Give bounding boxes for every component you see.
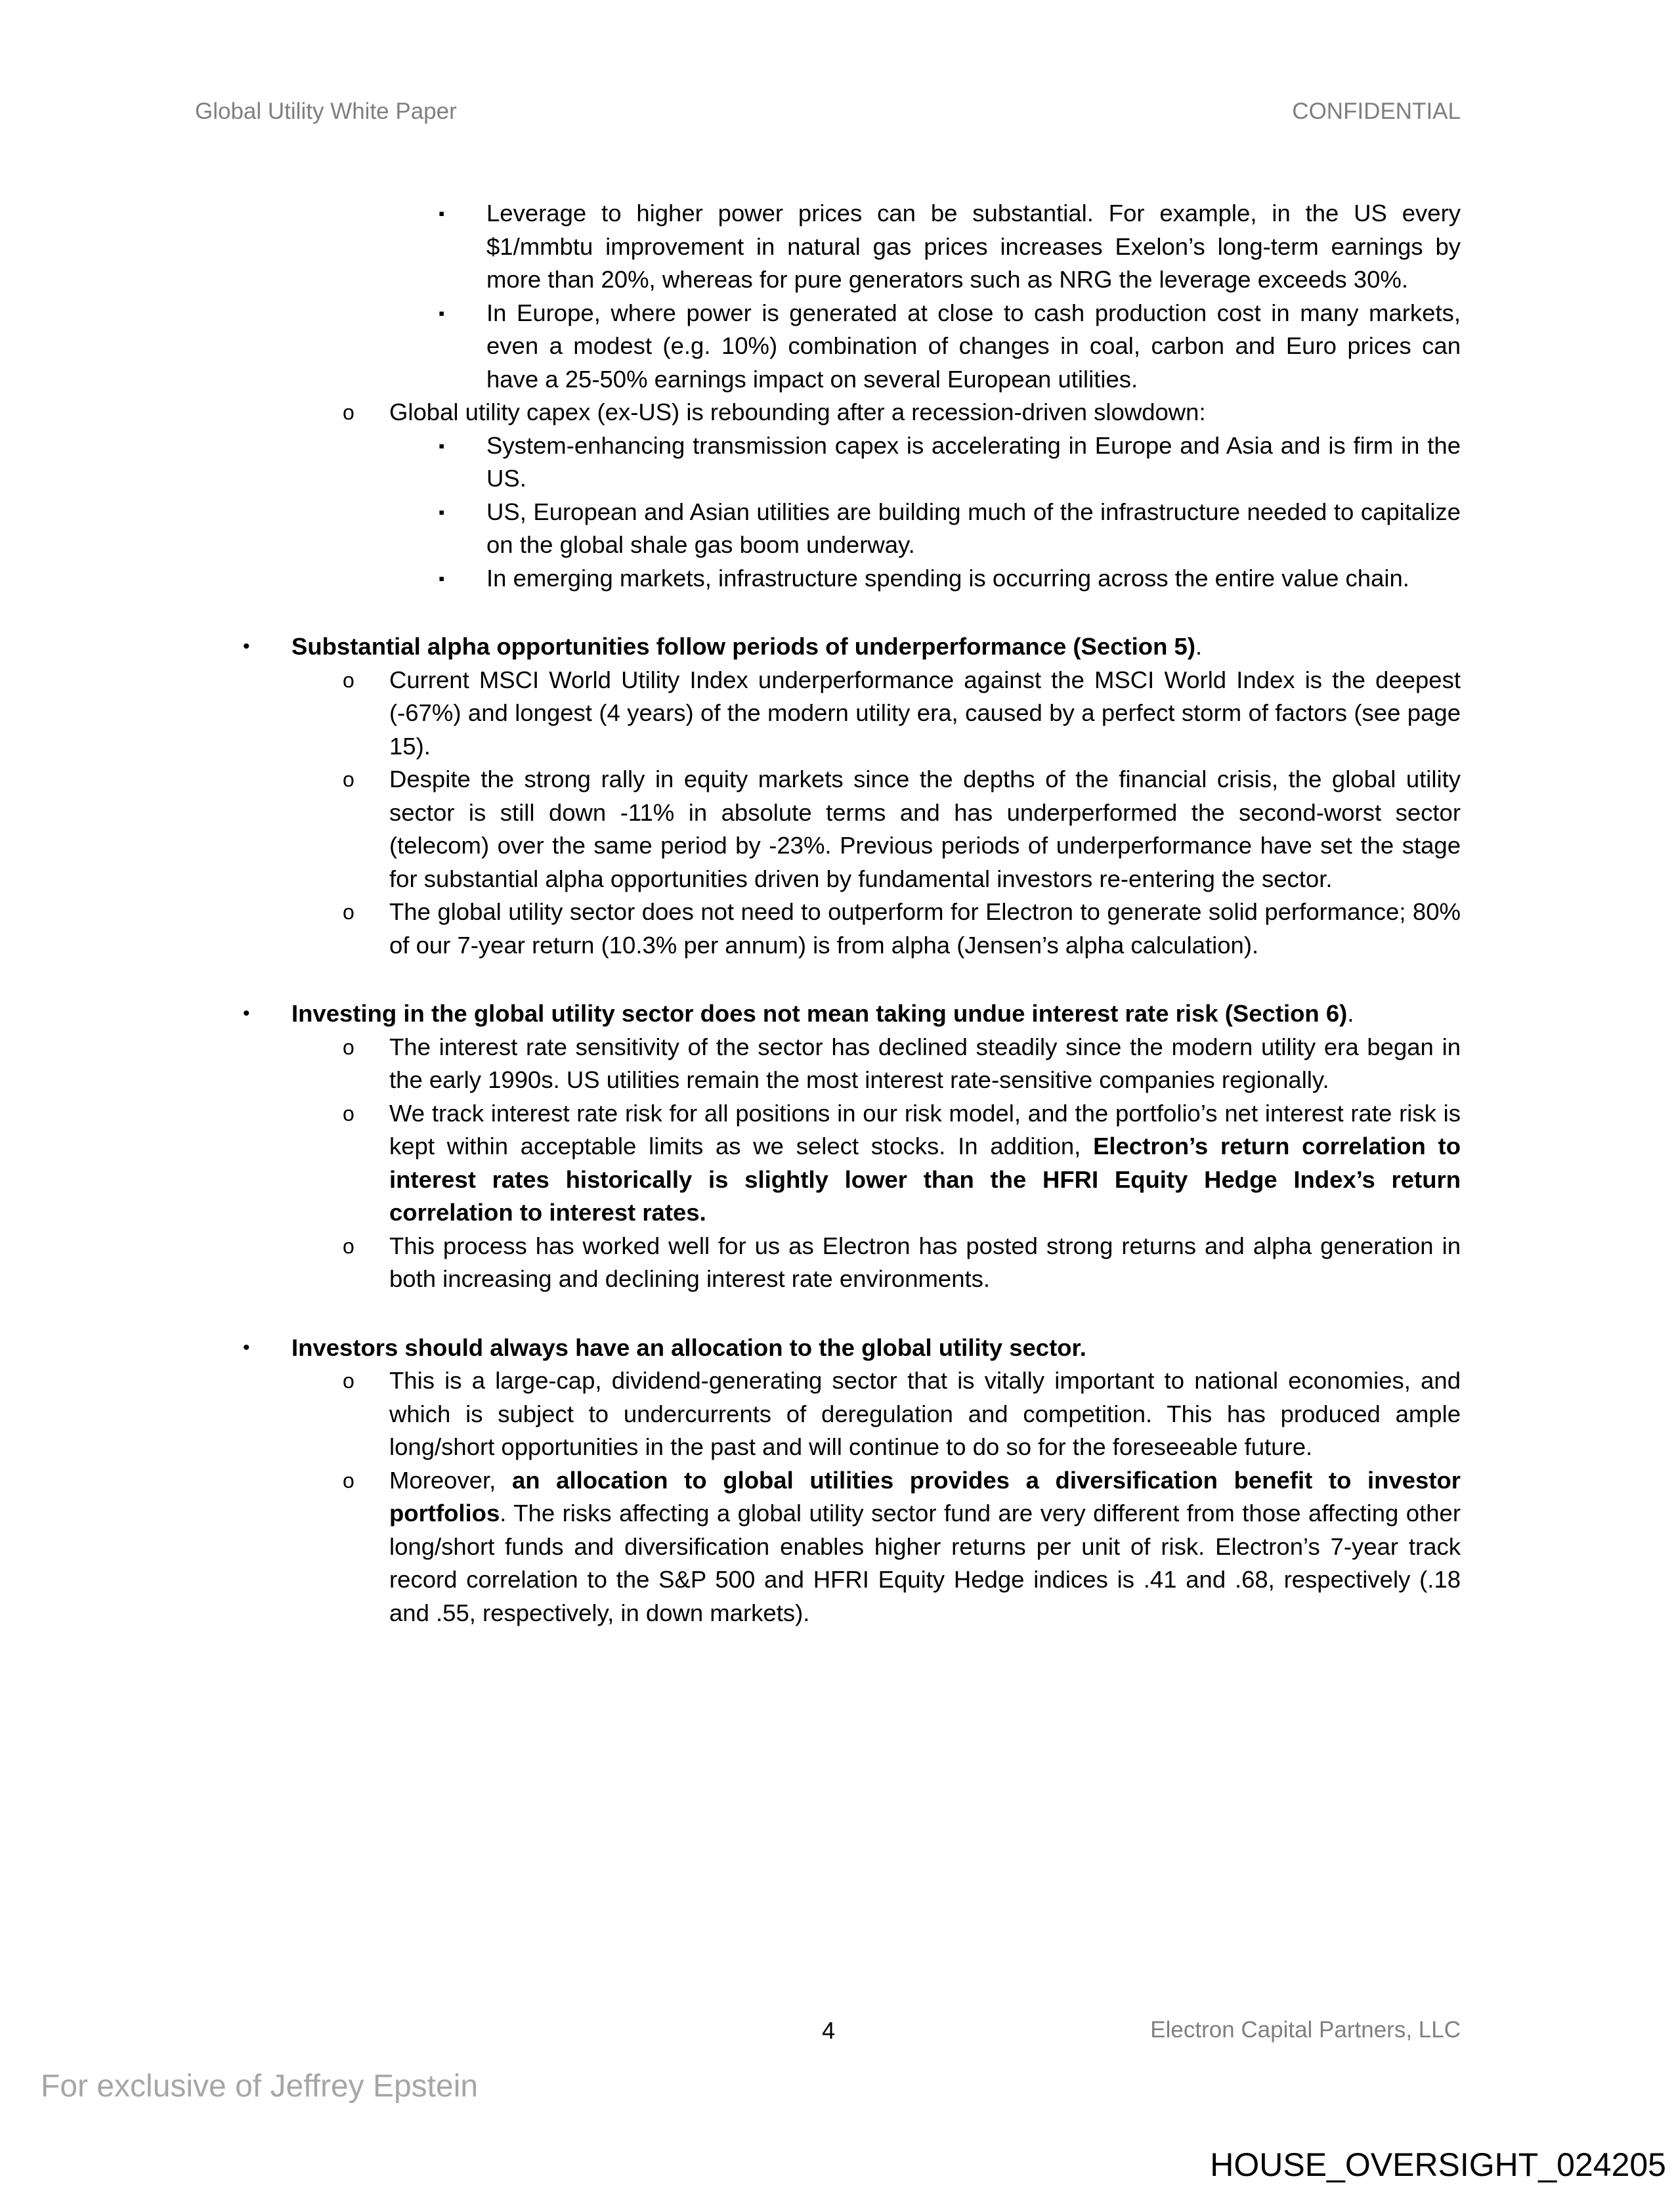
list-item-level-2 [0, 1031, 1674, 1097]
bullet-square-icon: ▪ [439, 502, 445, 522]
bullet-circle-icon: o [343, 1234, 354, 1258]
text-segment: Current MSCI World Utility Index underperformance against the MSCI World Index is the deepest (-67%) and longest (4 years) of the modern utility era, caused by a perfect storm of factors (see page 15). [389, 666, 1461, 760]
text-segment: Moreover, [389, 1466, 512, 1494]
bullet-circle-icon: o [343, 768, 354, 791]
text-segment: The global utility sector does not need to outperform for Electron to generate solid performance; 80% of our 7-year return (10.3% per annum) is from alpha (Jensen’s alpha calculation). [389, 898, 1461, 959]
list-item-text [389, 1033, 1461, 1094]
bullet-circle-icon: o [343, 401, 354, 424]
list-item-text [389, 1100, 1461, 1226]
list-item-level-2 [0, 1464, 1674, 1630]
list-item-text [389, 399, 1206, 425]
list-item-level-2 [0, 664, 1674, 764]
bullet-circle-icon: o [343, 668, 354, 692]
bates-number: HOUSE_OVERSIGHT_024205 [1210, 2146, 1666, 2183]
list-item-level-3 [0, 429, 1674, 496]
bullet-square-icon: ▪ [439, 435, 445, 456]
list-item-level-2 [0, 1364, 1674, 1464]
text-segment: Leverage to higher power prices can be substantial. For example, in the US every $1/mmbtu improvement in natural gas prices increases Exelon’s long-term earnings by more than 20%, whereas for pure generators such as NRG the leverage exceeds 30%. [486, 200, 1461, 293]
bold-text-segment: Investors should always have an allocation to the global utility sector. [291, 1334, 1086, 1361]
bullet-square-icon: ▪ [439, 204, 445, 223]
text-segment: In Europe, where power is generated at close to cash production cost in many markets, even a modest (e.g. 10%) combination of changes in coal, carbon and Euro prices can have a 25-50% earnings impact on several European utilities. [486, 299, 1461, 393]
list-item-text [389, 1367, 1461, 1460]
bold-text-segment: Substantial alpha opportunities follow periods of underperformance (Section 5) [291, 633, 1195, 660]
list-item-text [389, 1467, 1461, 1626]
text-segment: This is a large-cap, dividend-generating sector that is vitally important to national economies, and which is subject to undercurrents of deregulation and competition. This has produced ample long/short opportunities in the past and will continue to do so for the foreseeable future. [389, 1367, 1461, 1460]
page-number: 4 [822, 2017, 836, 2044]
text-segment: Global utility capex (ex-US) is rebounding after a recession-driven slowdown: [389, 399, 1206, 425]
list-item-text [486, 432, 1461, 492]
list-item-text [291, 1000, 1354, 1027]
list-item-level-1 [0, 997, 1674, 1031]
list-item-level-3 [0, 297, 1674, 397]
exclusive-use-watermark: For exclusive of Jeffrey Epstein [41, 2069, 479, 2104]
list-item-text [389, 1232, 1461, 1293]
list-item-level-2 [0, 763, 1674, 896]
list-item-level-3 [0, 496, 1674, 562]
bullet-circle-icon: o [343, 1369, 354, 1393]
list-item-level-2 [0, 396, 1674, 429]
bullet-circle-icon: o [343, 1468, 354, 1492]
text-segment: In emerging markets, infrastructure spending is occurring across the entire value chain. [486, 564, 1409, 592]
list-item-level-2 [0, 1097, 1674, 1230]
bold-text-segment: Electron’s return correlation to interest rates historically is slightly lower than the HFRI Equity Hedge Index’s return correlation to interest rates. [389, 1133, 1461, 1226]
text-segment: Despite the strong rally in equity markets since the depths of the financial crisis, the global utility sector is still down -11% in absolute terms and has underperformed the second-worst sector (telecom) over the same period by -23%. Previous periods of underperformance have set the stage for substantial alpha opportunities driven by fundamental investors re-entering the sector. [389, 766, 1461, 892]
document-body [0, 197, 1674, 1630]
list-item-text [291, 633, 1202, 660]
bold-text-segment: Investing in the global utility sector does not mean taking undue interest rate risk (Section 6) [291, 1000, 1348, 1027]
list-item-text [389, 666, 1461, 760]
list-item-text [291, 1334, 1086, 1361]
bullet-square-icon: ▪ [439, 303, 445, 323]
list-item-level-3 [0, 562, 1674, 596]
bullet-disc-icon: • [243, 1003, 250, 1024]
bullet-circle-icon: o [343, 1035, 354, 1059]
running-header-title: Global Utility White Paper [195, 98, 457, 124]
list-item-level-3 [0, 197, 1674, 297]
bullet-disc-icon: • [243, 636, 250, 657]
list-item-text [486, 498, 1461, 559]
bullet-disc-icon: • [243, 1336, 250, 1358]
list-item-level-1 [0, 630, 1674, 664]
list-item-text [486, 299, 1461, 393]
bullet-circle-icon: o [343, 900, 354, 924]
bullet-circle-icon: o [343, 1101, 354, 1125]
bullet-square-icon: ▪ [439, 568, 445, 588]
list-item-text [486, 200, 1461, 293]
text-segment: US, European and Asian utilities are building much of the infrastructure needed to capitalize on the global shale gas boom underway. [486, 498, 1461, 558]
section-spacer [0, 1296, 1674, 1332]
section-spacer [0, 595, 1674, 630]
section-spacer [0, 962, 1674, 997]
text-segment: The interest rate sensitivity of the sector has declined steadily since the modern utility era began in the early 1990s. US utilities remain the most interest rate-sensitive companies regionally. [389, 1033, 1461, 1093]
text-segment: . [1195, 633, 1203, 660]
text-segment: We track interest rate risk for all positions in our risk model, and the portfolio’s net interest rate risk is kept within acceptable limits as we select stocks. In addition, [389, 1099, 1461, 1160]
text-segment: . [1347, 1000, 1354, 1027]
text-segment: . The risks affecting a global utility sector fund are very different from those affecting other long/short funds and diversification enables higher returns per unit of risk. Electron’s 7-year track record correlation to the S&P 500 and HFRI Equity Hedge indices is .41 and .68, respectively (.18 and .55, respectively, in down markets). [389, 1500, 1461, 1626]
footer-company-name: Electron Capital Partners, LLC [1150, 2017, 1461, 2043]
list-item-text [389, 766, 1461, 892]
bold-text-segment: an allocation to global utilities provides a diversification benefit to investor portfolios [389, 1466, 1461, 1527]
list-item-level-1 [0, 1332, 1674, 1365]
text-segment: This process has worked well for us as Electron has posted strong returns and alpha generation in both increasing and declining interest rate environments. [389, 1232, 1461, 1292]
list-item-level-2 [0, 1230, 1674, 1296]
list-item-text [486, 565, 1409, 592]
list-item-text [389, 898, 1461, 959]
confidential-label: CONFIDENTIAL [1292, 98, 1461, 124]
text-segment: System-enhancing transmission capex is accelerating in Europe and Asia and is firm in the US. [486, 431, 1461, 492]
list-item-level-2 [0, 896, 1674, 962]
